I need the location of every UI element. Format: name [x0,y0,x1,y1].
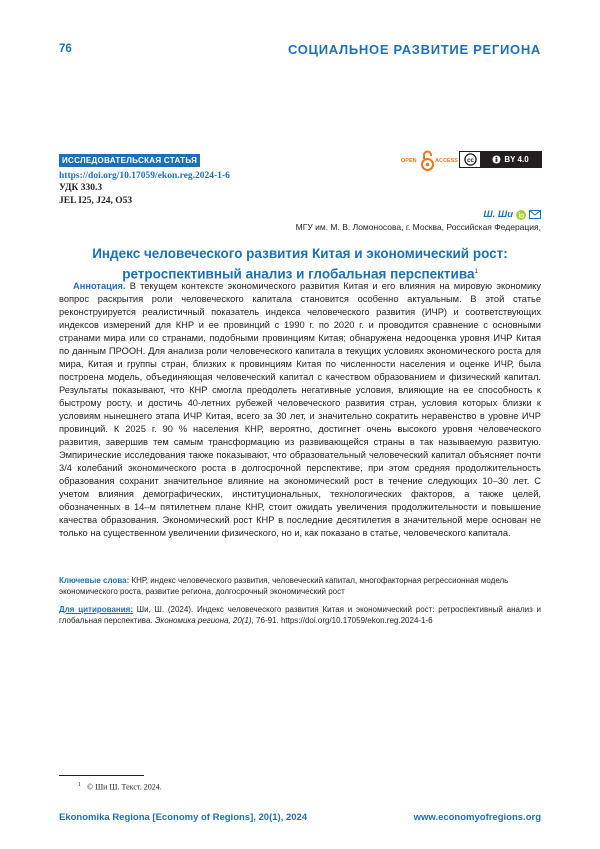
abstract-label: Аннотация. [73,281,126,291]
open-access-lock-icon [421,150,434,172]
attribution-person-icon [492,155,501,164]
journal-section-title: СОЦИАЛЬНОЕ РАЗВИТИЕ РЕГИОНА [287,42,541,57]
open-access-badge[interactable] [401,150,458,172]
citation [59,604,541,626]
page-number: 76 [59,43,72,55]
article-title-line2-text: ретроспективный анализ и глобальная перспектива [122,266,475,282]
keywords-label: Ключевые слова: [59,576,130,585]
title-footnote-mark: 1 [474,269,478,275]
udk-code: УДК 330.3 [59,183,103,193]
author-line [483,209,541,220]
article-type-badge: ИССЛЕДОВАТЕЛЬСКАЯ СТАТЬЯ [59,154,200,167]
creative-commons-icon [464,153,477,166]
jel-codes: JEL I25, J24, O53 [59,196,133,206]
email-icon[interactable] [529,210,541,219]
footnote-text: © Ши Ш. Текст. 2024. [87,782,162,792]
footnote-mark: 1 [78,782,81,788]
footer-journal: Ekonomika Regiona [Economy of Regions], 20(1), 2024 [59,812,308,823]
author-affiliation: МГУ им. М. В. Ломоносова, г. Москва, Российская Федерация, [295,222,541,232]
keywords [59,575,541,597]
footnote [78,782,162,792]
license-label: BY 4.0 [504,155,529,164]
open-access-left-label: OPEN [401,158,417,164]
article-title-line1: Индекс человеческого развития Китая и экономический рост: [92,246,508,261]
article-title [59,244,541,284]
author-name: Ш. Ши [483,209,513,220]
footer-website-link[interactable]: www.economyofregions.org [413,812,541,823]
open-access-right-label: ACCESS [435,158,458,164]
license-badge[interactable] [459,151,542,168]
citation-text: Ши, Ш. (2024). Индекс человеческого развития Китая и экономический рост: ретроспективный анализ и глобальная перспектива. [59,605,541,625]
svg-text:cc: cc [466,158,474,164]
footnote-divider [59,775,144,776]
keywords-text: КНР, индекс человеческого развития, человеческий капитал, многофакторная регрессионная модель экономического роста, развитие региона, долгосрочный экономический рост [59,576,509,596]
citation-pages-doi[interactable]: 76-91. https://doi.org/10.17059/ekon.reg.2024-1-6 [256,616,433,625]
abstract [59,280,541,540]
citation-label: Для цитирования: [59,605,133,614]
doi-link[interactable]: https://doi.org/10.17059/ekon.reg.2024-1-6 [59,171,230,181]
orcid-icon[interactable] [516,210,526,220]
abstract-text: В текущем контексте экономического развития Китая и его влияния на мировую экономику вопрос раскрытия роли человеческого капитала становится особенно актуальным. В этой статье реконструируется реалистичный показатель индекса человеческого развития (ИЧР) и соответствующих индексов измерений для КНР и ее провинций с 1990 г. по 2020 г. и проводится сравнение с основными странами мира или со странами, подобными провинциям Китая; обнаружена недооценка уровня ИЧР Китая по данным ПРООН. Для анализа роли человеческого капитала в текущих условиях экономического роста для мира, Китая и группы стран, близких к провинциям Китая по численности населения и оценке ИЧР, была построена модель, объединяющая человеческий капитал с качеством образованием и физический капитал. Результаты показывают, что КНР смогла преодолеть негативные условия, влияющие на ее способность к быстрому росту, и достичь 40-летних рубежей человеческого развития стран, условия которых близки к условиям нынешнего этапа ИЧР Китая, всего за 30 лет, и значительно сократить неравенство в уровне ИЧР провинций. К 2025 г. 90 % населения КНР, вероятно, достигнет очень высокого уровня человеческого развития, завершив тем самым трансформацию из развивающейся страны в так называемую развитую. Эмпирические исследования также показывают, что образовательный человеческий капитал объясняет почти 3/4 колебаний экономического роста в долгосрочной перспективе, при этом средняя продолжительность образования сохранит значительное влияние на экономический рост в течение следующих 10–30 лет. С учетом влияния демографических, институциональных, технологических факторов, а также целей, обозначенных в 14–м пятилетнем плане КНР, стоит ожидать увеличения продолжительности и повышение качества образования. Экономический рост КНР в последние десятилетия в значительной мере основан не только на существенном увеличении физического, но и, как показано в статье, человеческого капитала. [59,281,541,538]
citation-journal: Экономика региона, 20(1), [154,616,254,625]
